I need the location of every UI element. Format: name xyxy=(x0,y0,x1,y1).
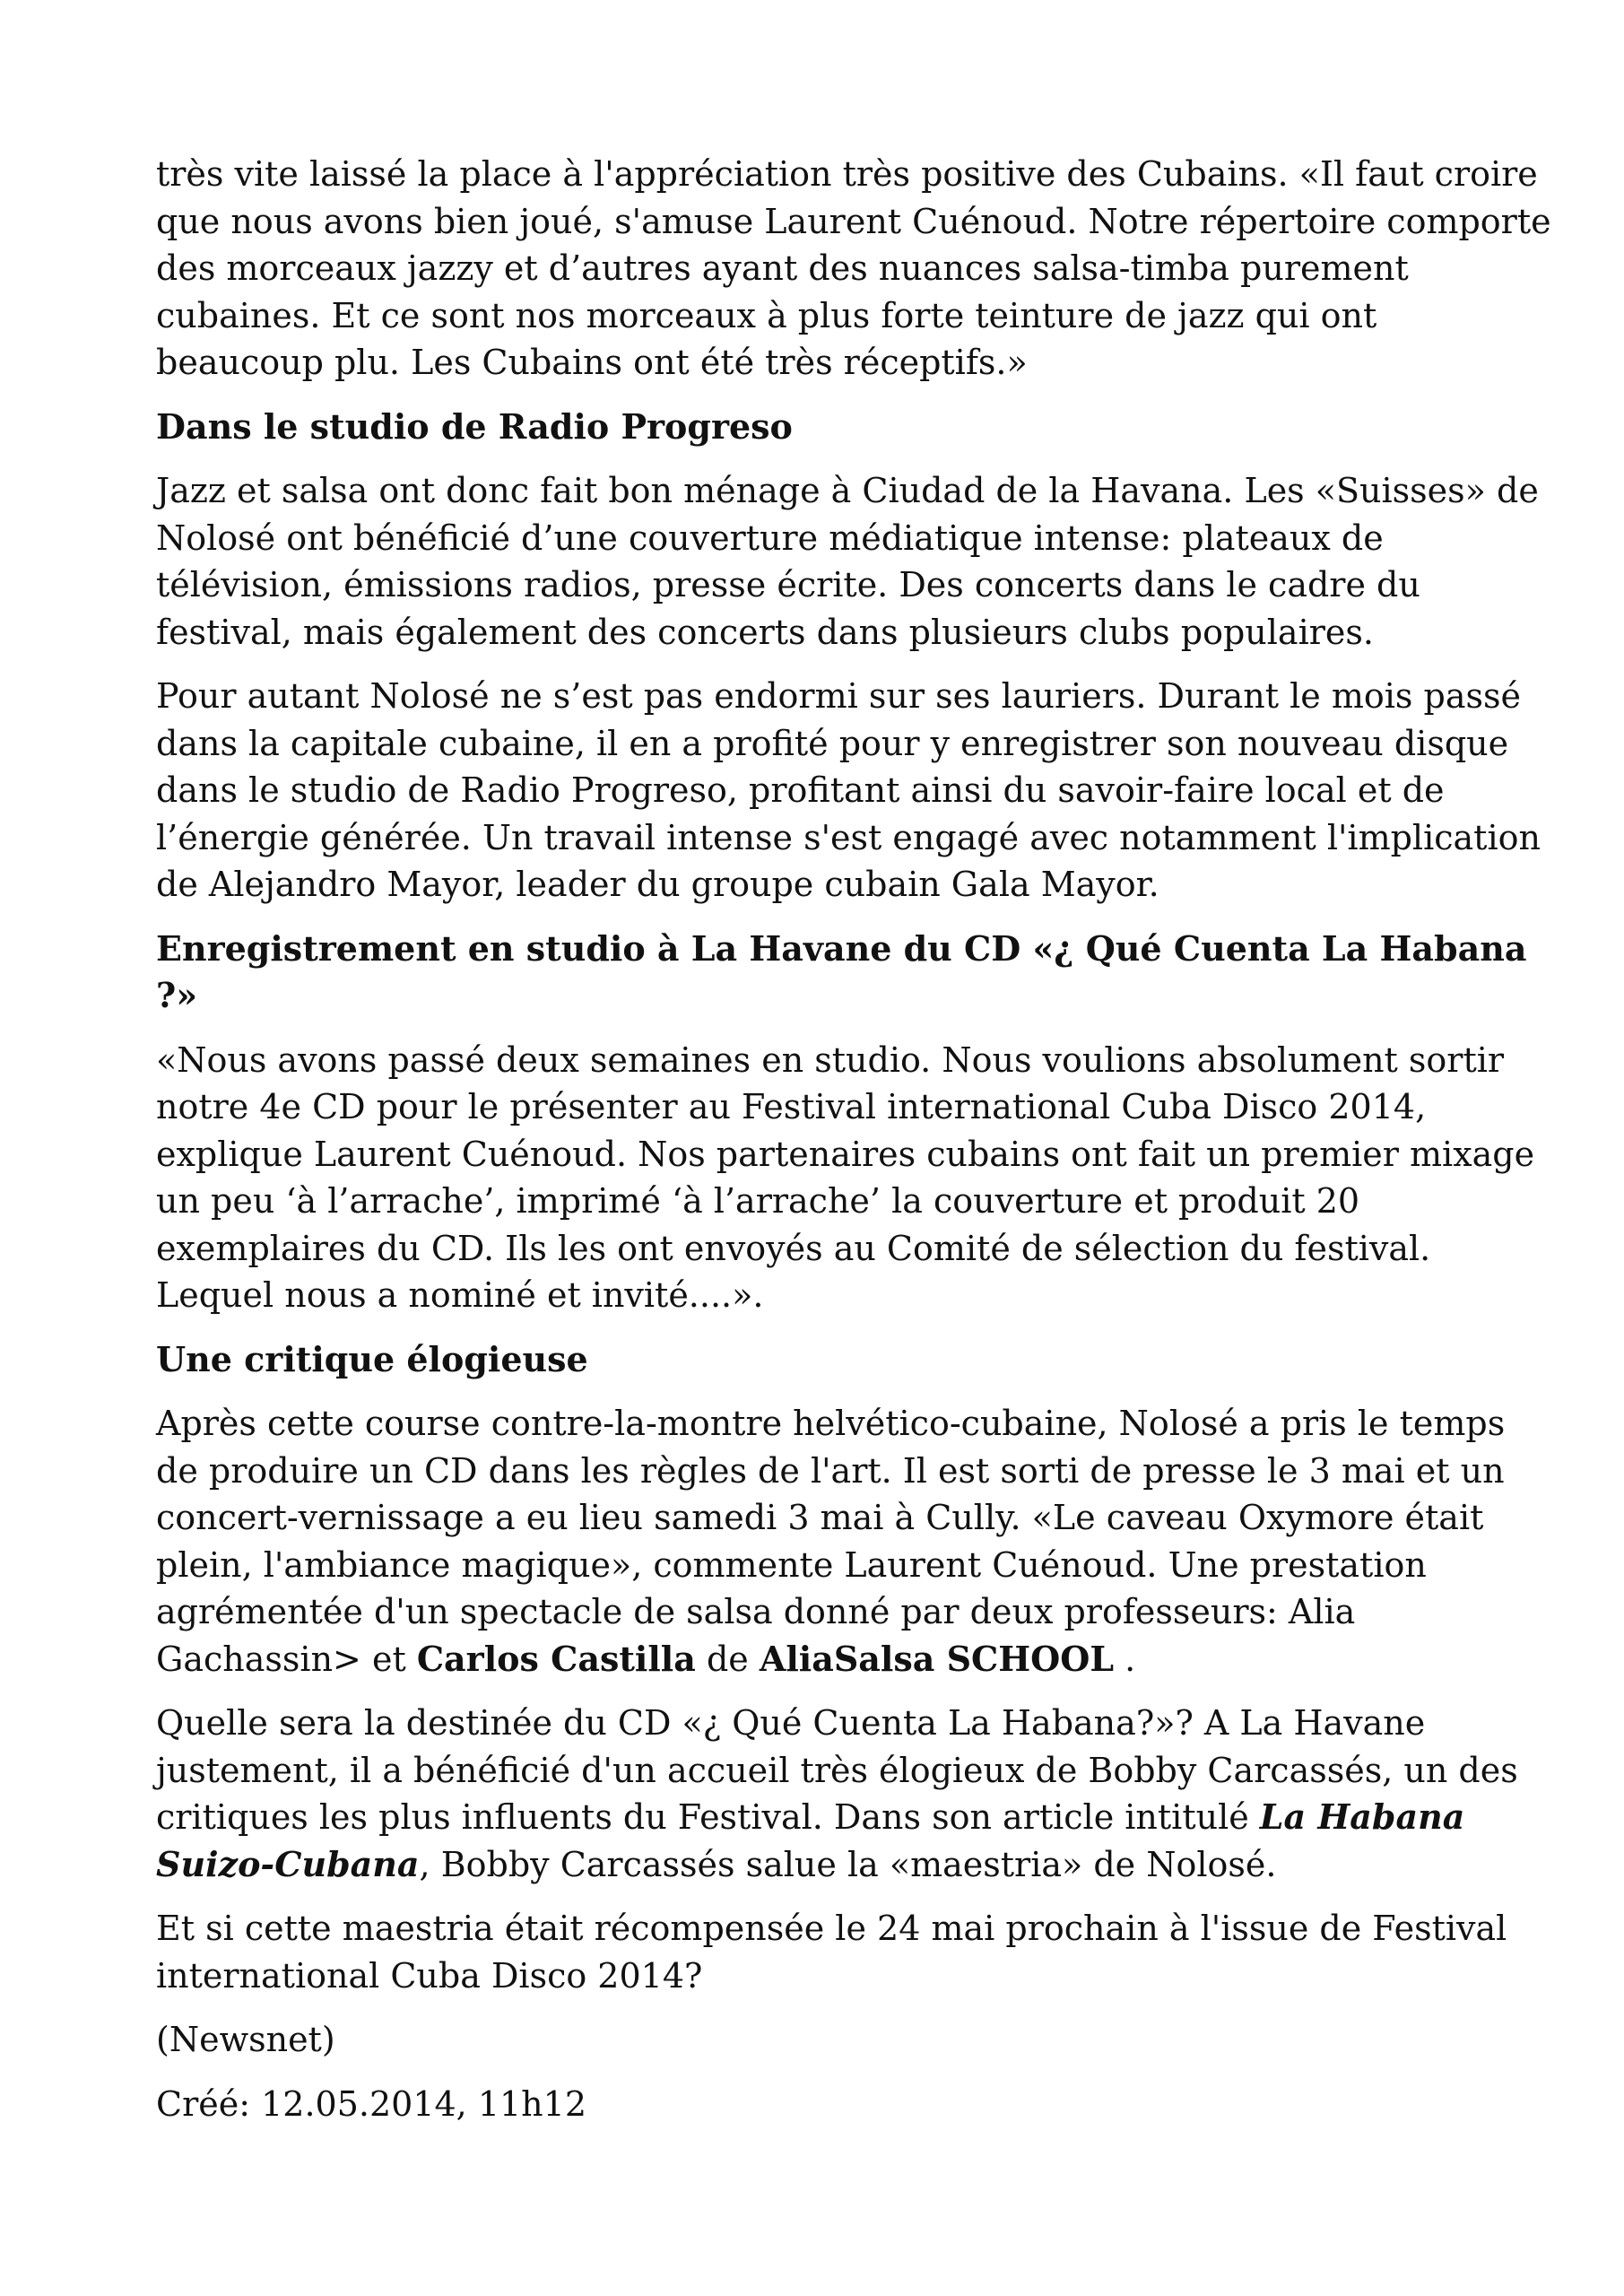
critique-end: , Bobby Carcassés salue la «maestria» de Nolosé. xyxy=(419,1844,1277,1884)
paragraph-closing-question: Et si cette maestria était récompensée le 24 mai prochain à l'issue de Festival international Cuba Disco 2014? xyxy=(156,1909,1507,1996)
article-page xyxy=(156,151,1555,2144)
paragraph-quote-cuenoud: «Nous avons passé deux semaines en studio. Nous voulions absolument sortir notre 4e CD pour le présenter au Festival international Cuba Disco 2014, explique Laurent Cuénoud. Nos partenaires cubains ont fait un premier mixage un peu ‘à l’arrache’, imprimé ‘à l’arrache’ la couverture et produit 20 exemplaires du CD. Ils les ont envoyés au Comité de sélection du festival. Lequel nous a nominé et invité....». xyxy=(156,1039,1535,1315)
cd-release-text: Après cette course contre-la-montre helvético-cubaine, Nolosé a pris le temps de produire un CD dans les règles de l'art. Il est sorti de presse le 3 mai et un concert-vernissage a eu lieu samedi 3 mai à Cully. «Le caveau Oxymore était plein, l'ambiance magique», commente Laurent Cuénoud. Une prestation agrémentée d'un spectacle de salsa donné par deux professeurs: Alia Gachassin> et xyxy=(156,1404,1506,1679)
paragraph-cd-release xyxy=(156,1400,1555,1683)
created-timestamp: Créé: 12.05.2014, 11h12 xyxy=(156,2083,587,2124)
aliasalsa-school-name: AliaSalsa SCHOOL xyxy=(759,1638,1115,1679)
section-heading-radio-progreso: Dans le studio de Radio Progreso xyxy=(156,405,793,447)
intro-paragraph: très vite laissé la place à l'appréciation très positive des Cubains. «Il faut croire que nous avons bien joué, s'amuse Laurent Cuénoud. Notre répertoire comporte des morceaux jazzy et d’autres ayant des nuances salsa-timba purement cubaines. Et ce sont nos morceaux à plus forte teinture de jazz qui ont beaucoup plu. Les Cubains ont été très réceptifs.» xyxy=(156,154,1551,382)
article-title: La Habana Suizo-Cubana xyxy=(156,1796,1465,1884)
source-credit: (Newsnet) xyxy=(156,2020,335,2059)
section-heading-studio-recording: Enregistrement en studio à La Havane du CD «¿ Qué Cuenta La Habana ?» xyxy=(156,927,1527,1015)
section-heading-critique: Une critique élogieuse xyxy=(156,1338,588,1379)
cd-release-end: . xyxy=(1114,1639,1136,1679)
paragraph-critique xyxy=(156,1700,1555,1888)
critique-text: Quelle sera la destinée du CD «¿ Qué Cuenta La Habana?»? A La Havane justement, il a bénéficié d'un accueil très élogieux de Bobby Carcassés, un des critiques les plus influents du Festival. Dans son article intitulé xyxy=(156,1703,1518,1837)
cd-release-connector: de xyxy=(695,1639,760,1679)
paragraph-media-coverage: Jazz et salsa ont donc fait bon ménage à Ciudad de la Havana. Les «Suisses» de Nolosé ont bénéficié d’une couverture médiatique intense: plateaux de télévision, émissions radios, presse écrite. Des concerts dans le cadre du festival, mais également des concerts dans plusieurs clubs populaires. xyxy=(156,471,1539,652)
paragraph-recording: Pour autant Nolosé ne s’est pas endormi sur ses lauriers. Durant le mois passé dans la capitale cubaine, il en a profité pour y enregistrer son nouveau disque dans le studio de Radio Progreso, profitant ainsi du savoir-faire local et de l’énergie générée. Un travail intense s'est engagé avec notamment l'implication de Alejandro Mayor, leader du groupe cubain Gala Mayor. xyxy=(156,676,1541,904)
carlos-castilla-name: Carlos Castilla xyxy=(416,1638,696,1679)
